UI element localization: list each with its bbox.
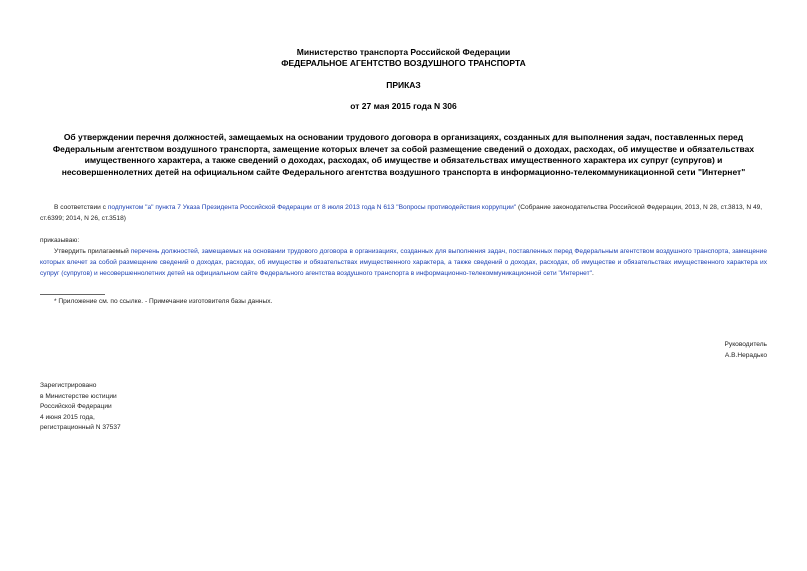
- basis-prefix: В соответствии с: [54, 204, 108, 211]
- paragraph-approve: [40, 247, 767, 279]
- document-title: Об утверждении перечня должностей, замещаемых на основании трудового договора в организациях, созданных для выполнения задач, поставленных перед Федеральным агентством воздушного транспорта, замещение которых влечет за собой размещение сведений о доходах, расходах, об имуществе и обязательствах имущественного характера, а также сведений о доходах, расходах, об имуществе и обязательствах имущественного характера их супруг (супругов) и несовершеннолетних детей на официальном сайте Федерального агентства воздушного транспорта в информационно-телекоммуникационной сети "Интернет": [52, 132, 755, 177]
- footnote: * Приложение см. по ссылке. - Примечание изготовителя базы данных.: [54, 298, 273, 305]
- position-list-link[interactable]: перечень должностей, замещаемых на основании трудового договора в организациях, созданных для выполнения задач, поставленных перед Федеральным агентством воздушного транспорта, замещение которых влечет за собой размещение сведений о доходах, расходах, об имуществе и обязательствах имущественного характера, а также сведений о доходах, расходах, об имуществе и обязательствах имущественного характера их супруг (супругов) и несовершеннолетних детей на официальном сайте Федерального агентства воздушного транспорта в информационно-телекоммуникационной сети "Интернет": [40, 248, 767, 277]
- approve-prefix: Утвердить прилагаемый: [54, 248, 129, 255]
- agency-name: ФЕДЕРАЛЬНОЕ АГЕНТСТВО ВОЗДУШНОГО ТРАНСПОРТА: [281, 58, 526, 68]
- registration-line-2: в Министерстве юстиции: [40, 392, 117, 400]
- signer-position: Руководитель: [724, 341, 767, 348]
- registration-line-4: 4 июня 2015 года,: [40, 413, 95, 421]
- registration-line-3: Российской Федерации: [40, 403, 112, 411]
- basis-suffix: (Собрание законодательства Российской Федерации, 2013, N 28, ст.3813, N 49, ст.6399; 2014, N 26, ст.3518): [40, 204, 763, 222]
- footnote-divider: [40, 294, 105, 295]
- registration-line-5: регистрационный N 37537: [40, 424, 121, 432]
- registration-line-1: Зарегистрировано: [40, 382, 97, 389]
- approve-suffix: .: [591, 269, 594, 277]
- decree-link[interactable]: подпунктом "а" пункта 7 Указа Президента Российской Федерации от 8 июля 2013 года N 613 "Вопросы противодействия коррупции": [107, 204, 517, 211]
- paragraph-order: приказываю:: [40, 237, 80, 244]
- registration-block: [40, 381, 121, 434]
- document-type: ПРИКАЗ: [386, 80, 421, 90]
- signer-name: А.В.Нерадько: [724, 351, 767, 359]
- ministry-name: Министерство транспорта Российской Федерации: [296, 47, 511, 57]
- paragraph-basis: [40, 203, 767, 225]
- signature-block: [725, 340, 767, 361]
- document-date-number: от 27 мая 2015 года N 306: [350, 101, 457, 111]
